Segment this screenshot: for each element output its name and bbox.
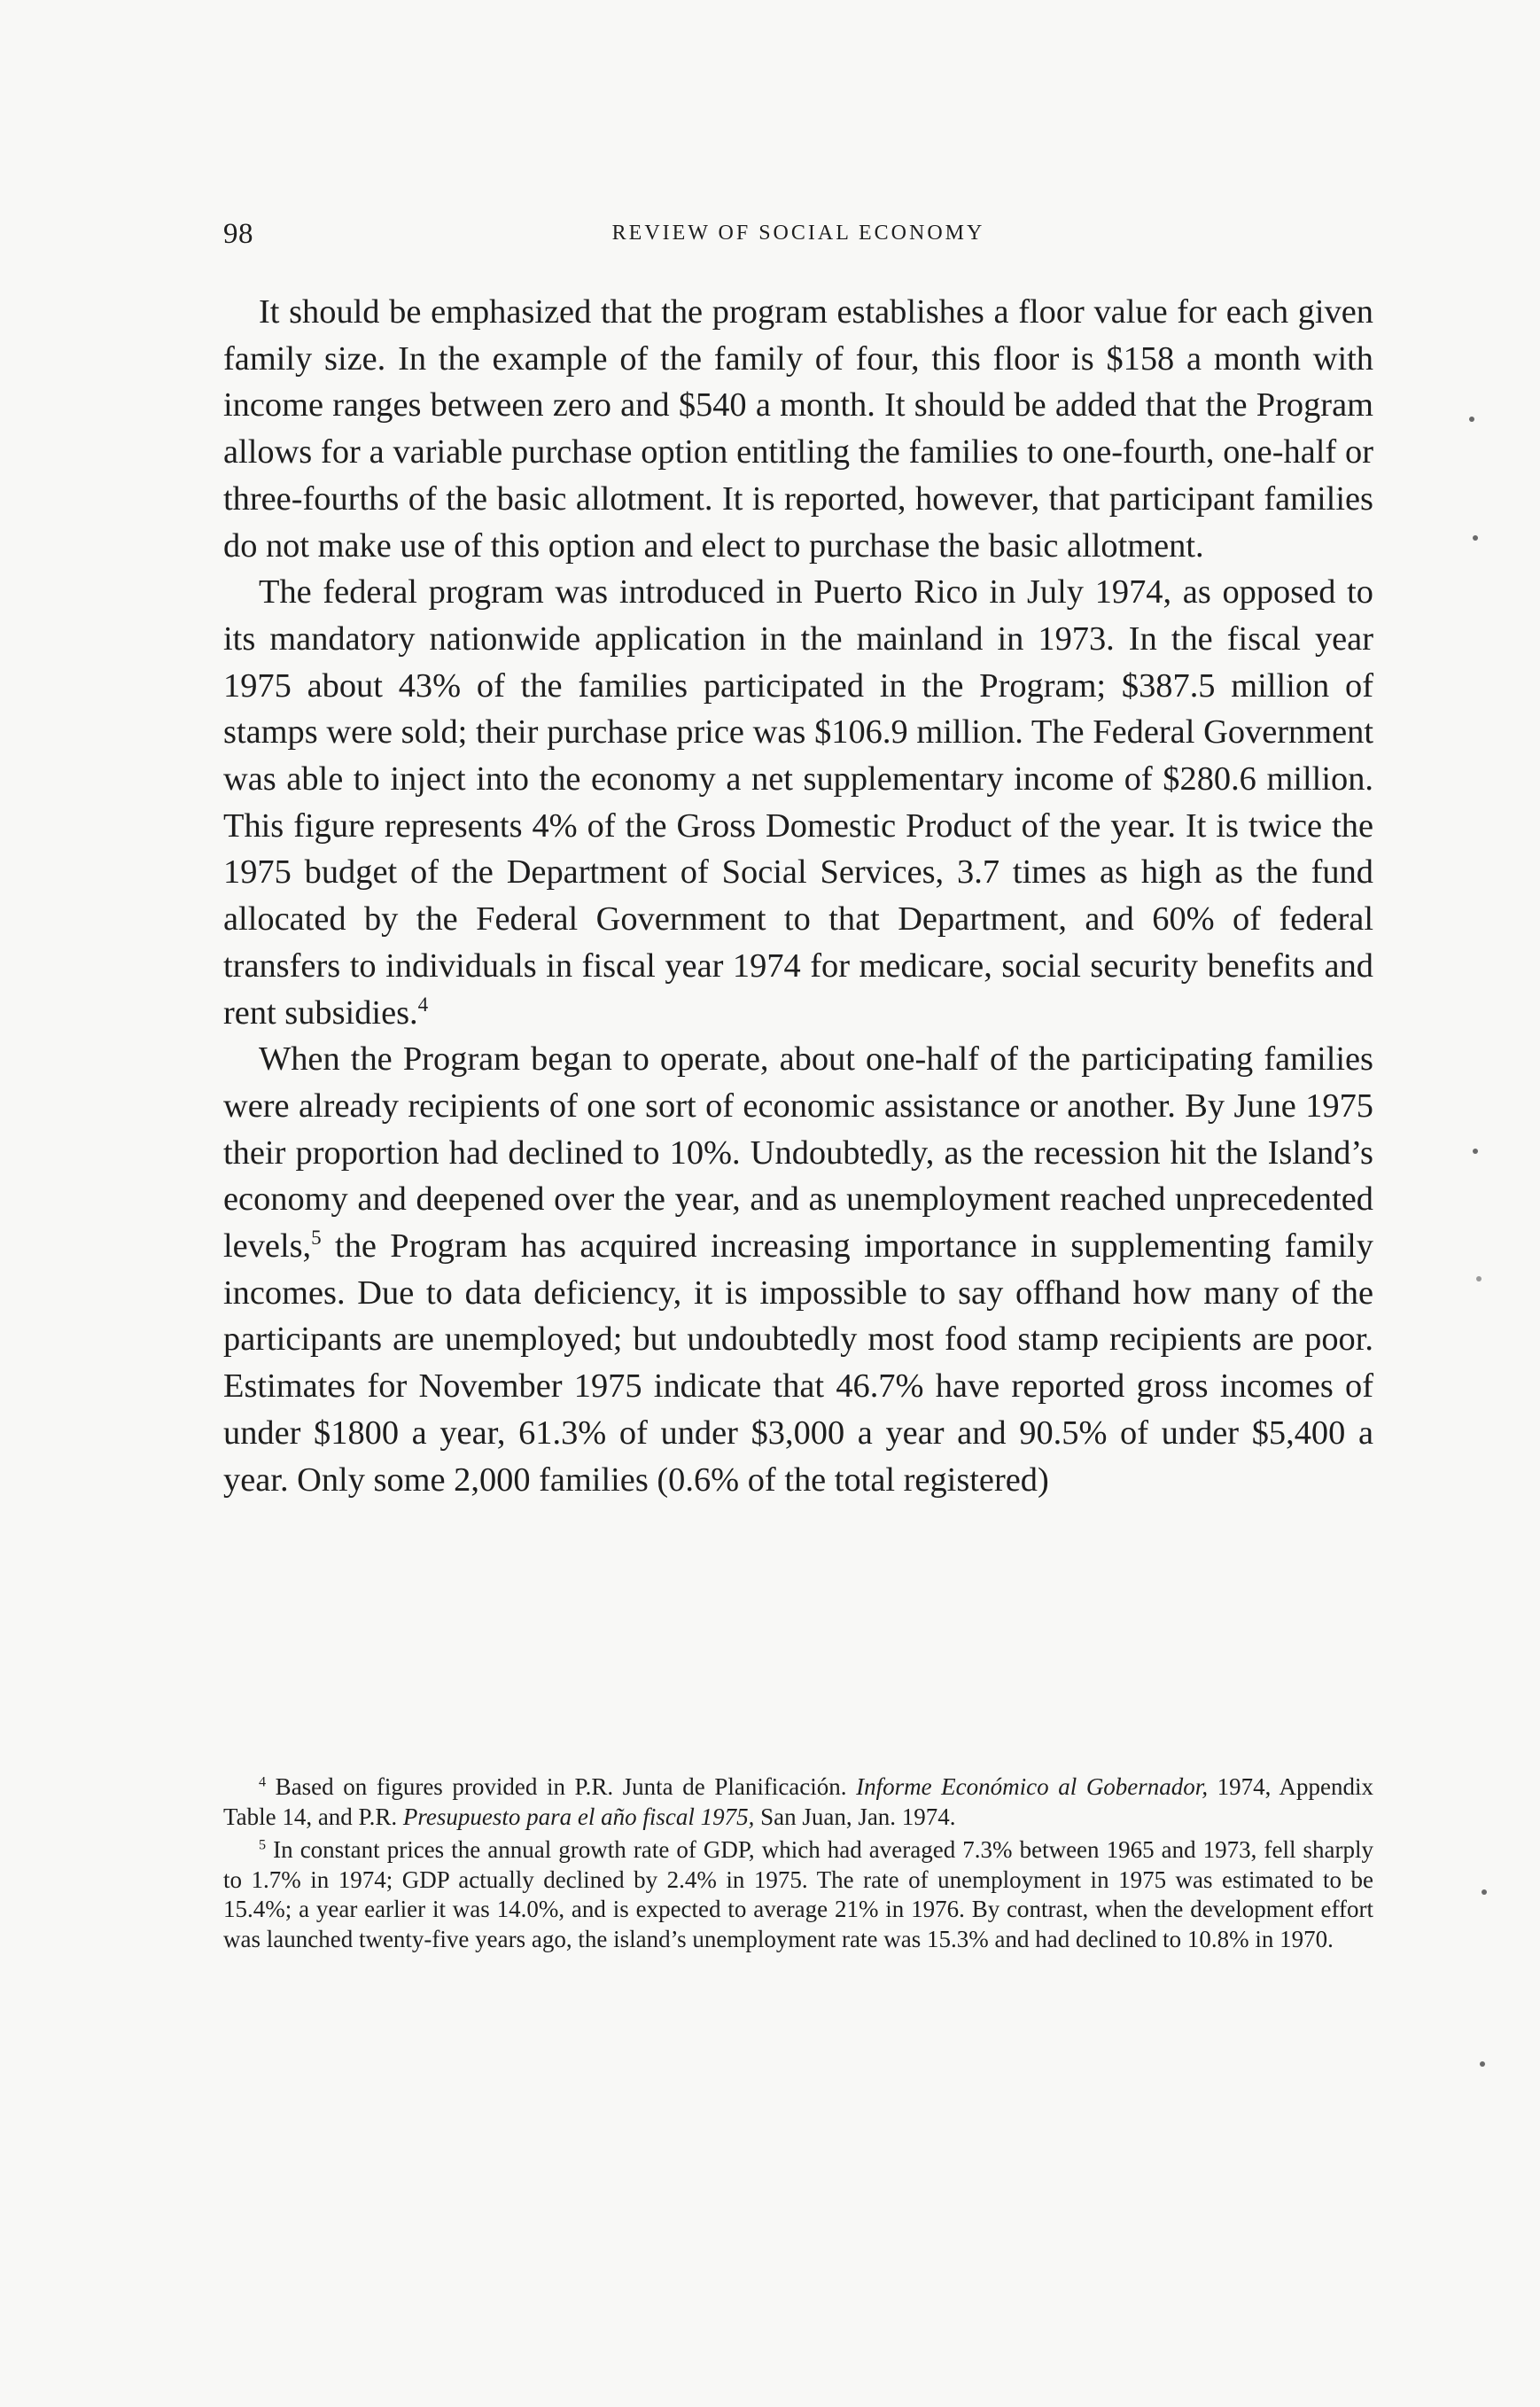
footnote-4-title-presupuesto: Presupuesto para el año fiscal 1975, xyxy=(402,1803,755,1830)
scan-speck xyxy=(1476,1276,1482,1281)
footnote-4-mid: 1974, Appendix Table 14, and P.R. xyxy=(223,1773,1373,1830)
scan-speck xyxy=(1473,535,1478,541)
footnote-4-lead: Based on figures provided in P.R. Junta de Planificación. xyxy=(266,1773,857,1800)
paragraph-2 xyxy=(223,569,1373,1036)
footnotes xyxy=(223,1772,1373,1955)
paragraph-3-part1: When the Program began to operate, about one-half of the participating families were already recipients of one sort of economic assistance or another. By June 1975 their proportion had declined to 10%. Undoubtedly, as the recession hit the Island’s economy and deepened over the year, and as unemployment reached unprecedented levels, xyxy=(223,1040,1373,1266)
scan-speck xyxy=(1482,1889,1487,1895)
running-head: REVIEW OF SOCIAL ECONOMY xyxy=(611,222,985,245)
page-header xyxy=(223,218,1373,253)
footnote-ref-5[interactable]: 5 xyxy=(311,1226,322,1250)
footnote-5-text: In constant prices the annual growth rate of GDP, which had averaged 7.3% between 1965 and 1973, fell sharply to 1.7% in 1974; GDP actually declined by 2.4% in 1975. The rate of unemployment in 1975 was estimated to be 15.4%; a year earlier it was 14.0%, and is expected to average 21% in 1976. By contrast, when the development effort was launched twenty-five years ago, the island’s unemployment rate was 15.3% and had declined to 10.8% in 1970. xyxy=(223,1836,1373,1952)
footnote-4-title-informe: Informe Económico al Gobernador, xyxy=(856,1773,1209,1800)
body-text xyxy=(223,289,1373,1503)
scan-speck xyxy=(1473,1149,1478,1154)
footnote-4 xyxy=(223,1772,1373,1832)
paragraph-3-part2: the Program has acquired increasing importance in supplementing family incomes. Due to data deficiency, it is impossible to say offhand how many of the participants are unemployed; but undoubtedly most food stamp recipients are poor. Estimates for November 1975 indicate that 46.7% have reported gross incomes of under $1800 a year, 61.3% of under $3,000 a year and 90.5% of under $5,400 a year. Only some 2,000 families (0.6% of the total registered) xyxy=(223,1227,1373,1499)
footnote-4-tail: San Juan, Jan. 1974. xyxy=(754,1803,956,1830)
scan-speck xyxy=(1480,2061,1485,2067)
footnote-5 xyxy=(223,1835,1373,1954)
paragraph-3 xyxy=(223,1036,1373,1503)
paragraph-2-text: The federal program was introduced in Puerto Rico in July 1974, as opposed to its mandatory nationwide application in the mainland in 1973. In the fiscal year 1975 about 43% of the families participated in the Program; $387.5 million of stamps were sold; their purchase price was $106.9 million. The Federal Government was able to inject into the economy a net supplementary income of $280.6 million. This figure represents 4% of the Gross Domestic Product of the year. It is twice the 1975 budget of the Department of Social Services, 3.7 times as high as the fund allocated by the Federal Government to that Department, and 60% of federal transfers to individuals in fiscal year 1974 for medicare, social security benefits and rent subsidies. xyxy=(223,573,1373,1032)
scan-speck xyxy=(1469,417,1474,422)
footnote-5-number: 5 xyxy=(259,1836,267,1853)
paragraph-1: It should be emphasized that the program establishes a floor value for each given family size. In the example of the family of four, this floor is $158 a month with income ranges between zero and $540 a month. It should be added that the Program allows for a variable purchase option entitling the families to one-fourth, one-half or three-fourths of the basic allotment. It is reported, however, that participant families do not make use of this option and elect to purchase the basic allotment. xyxy=(223,293,1373,565)
footnote-4-number: 4 xyxy=(259,1773,267,1790)
page-number: 98 xyxy=(223,218,253,250)
footnote-ref-4[interactable]: 4 xyxy=(417,992,429,1016)
